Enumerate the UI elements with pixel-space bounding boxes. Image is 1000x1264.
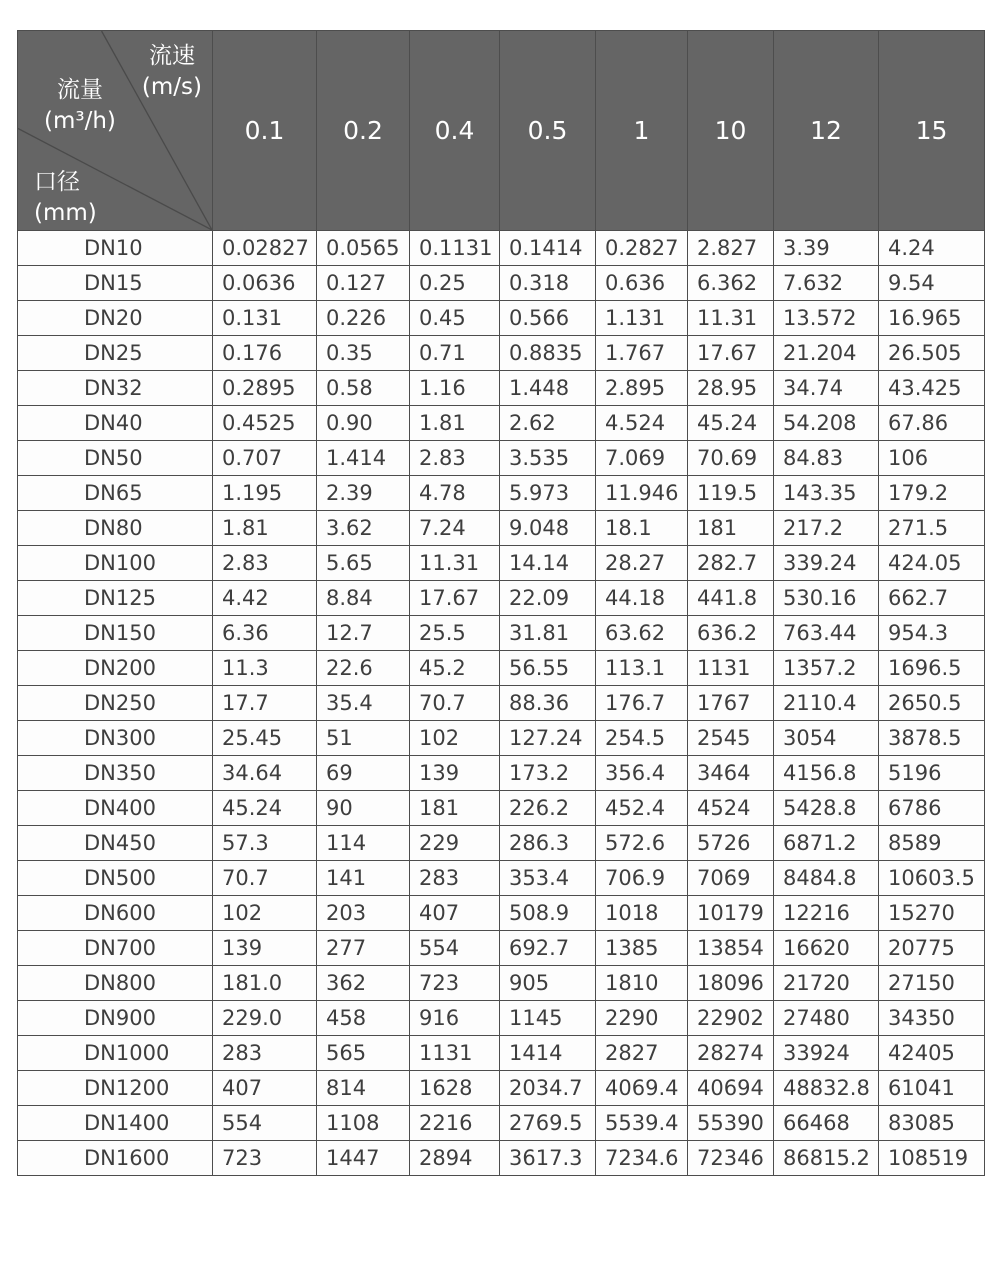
flow-value-cell: 1.195 [213, 476, 317, 511]
diameter-unit-text: (mm) [34, 200, 97, 226]
velocity-label-text: 流速 [148, 43, 195, 69]
flow-value-cell: 283 [410, 861, 500, 896]
diameter-row-label: DN32 [18, 371, 213, 406]
flow-value-cell: 530.16 [774, 581, 879, 616]
flow-value-cell: 0.176 [213, 336, 317, 371]
diameter-row-label: DN700 [18, 931, 213, 966]
flow-value-cell: 102 [213, 896, 317, 931]
flow-value-cell: 1628 [410, 1071, 500, 1106]
diameter-row-label: DN50 [18, 441, 213, 476]
flow-value-cell: 34.74 [774, 371, 879, 406]
flow-value-cell: 0.8835 [500, 336, 596, 371]
table-row [18, 266, 985, 301]
flow-value-cell: 229 [410, 826, 500, 861]
table-row [18, 546, 985, 581]
flow-value-cell: 0.2827 [596, 231, 688, 266]
flow-value-cell: 143.35 [774, 476, 879, 511]
flow-value-cell: 2034.7 [500, 1071, 596, 1106]
diameter-row-label: DN10 [18, 231, 213, 266]
diameter-row-label: DN200 [18, 651, 213, 686]
table-row [18, 756, 985, 791]
flow-value-cell: 14.14 [500, 546, 596, 581]
flow-value-cell: 2.39 [317, 476, 410, 511]
flow-value-cell: 176.7 [596, 686, 688, 721]
diameter-row-label: DN1400 [18, 1106, 213, 1141]
flow-value-cell: 5.65 [317, 546, 410, 581]
diameter-row-label: DN400 [18, 791, 213, 826]
flow-value-cell: 6.362 [688, 266, 774, 301]
flow-value-cell: 0.2895 [213, 371, 317, 406]
table-row [18, 1141, 985, 1176]
flow-value-cell: 28.95 [688, 371, 774, 406]
flow-value-cell: 7234.6 [596, 1141, 688, 1176]
table-row [18, 651, 985, 686]
flow-value-cell: 45.24 [213, 791, 317, 826]
table-row [18, 931, 985, 966]
flow-value-cell: 1.414 [317, 441, 410, 476]
flow-value-cell: 27480 [774, 1001, 879, 1036]
flow-value-cell: 127.24 [500, 721, 596, 756]
flow-value-cell: 1447 [317, 1141, 410, 1176]
flow-value-cell: 277 [317, 931, 410, 966]
flow-value-cell: 17.67 [688, 336, 774, 371]
flow-value-cell: 554 [410, 931, 500, 966]
table-row [18, 1001, 985, 1036]
flow-value-cell: 181.0 [213, 966, 317, 1001]
flow-value-cell: 2.83 [410, 441, 500, 476]
flow-value-cell: 48832.8 [774, 1071, 879, 1106]
flow-value-cell: 102 [410, 721, 500, 756]
flow-value-cell: 6786 [879, 791, 985, 826]
flow-value-cell: 763.44 [774, 616, 879, 651]
flow-value-cell: 508.9 [500, 896, 596, 931]
flow-value-cell: 0.707 [213, 441, 317, 476]
flow-value-cell: 0.90 [317, 406, 410, 441]
flow-value-cell: 0.35 [317, 336, 410, 371]
flow-value-cell: 54.208 [774, 406, 879, 441]
flow-value-cell: 254.5 [596, 721, 688, 756]
flow-value-cell: 15270 [879, 896, 985, 931]
flow-value-cell: 114 [317, 826, 410, 861]
diameter-row-label: DN350 [18, 756, 213, 791]
flow-value-cell: 2545 [688, 721, 774, 756]
flow-value-cell: 57.3 [213, 826, 317, 861]
flow-value-cell: 1.767 [596, 336, 688, 371]
flow-value-cell: 119.5 [688, 476, 774, 511]
flow-value-cell: 441.8 [688, 581, 774, 616]
flow-value-cell: 458 [317, 1001, 410, 1036]
velocity-column-header: 0.5 [500, 31, 596, 231]
flow-value-cell: 70.7 [410, 686, 500, 721]
flow-value-cell: 4.24 [879, 231, 985, 266]
flow-value-cell: 2650.5 [879, 686, 985, 721]
flow-value-cell: 7.24 [410, 511, 500, 546]
flow-value-cell: 282.7 [688, 546, 774, 581]
flow-value-cell: 203 [317, 896, 410, 931]
flow-value-cell: 56.55 [500, 651, 596, 686]
flow-value-cell: 139 [410, 756, 500, 791]
flow-value-cell: 723 [410, 966, 500, 1001]
flow-value-cell: 1.81 [213, 511, 317, 546]
flow-value-cell: 35.4 [317, 686, 410, 721]
flow-value-cell: 7.632 [774, 266, 879, 301]
flow-value-cell: 3054 [774, 721, 879, 756]
flow-value-cell: 6.36 [213, 616, 317, 651]
table-row [18, 896, 985, 931]
flow-value-cell: 34350 [879, 1001, 985, 1036]
table-row [18, 966, 985, 1001]
flow-value-cell: 10603.5 [879, 861, 985, 896]
flow-value-cell: 18.1 [596, 511, 688, 546]
flow-value-cell: 0.0636 [213, 266, 317, 301]
flow-value-cell: 1414 [500, 1036, 596, 1071]
flow-value-cell: 6871.2 [774, 826, 879, 861]
flow-value-cell: 916 [410, 1001, 500, 1036]
flow-value-cell: 28274 [688, 1036, 774, 1071]
flow-value-cell: 4.78 [410, 476, 500, 511]
flow-value-cell: 66468 [774, 1106, 879, 1141]
flow-value-cell: 2216 [410, 1106, 500, 1141]
flow-value-cell: 17.67 [410, 581, 500, 616]
flow-value-cell: 3.535 [500, 441, 596, 476]
flow-value-cell: 108519 [879, 1141, 985, 1176]
diameter-row-label: DN800 [18, 966, 213, 1001]
flow-value-cell: 61041 [879, 1071, 985, 1106]
table-row [18, 476, 985, 511]
flow-value-cell: 572.6 [596, 826, 688, 861]
flow-value-cell: 407 [213, 1071, 317, 1106]
flow-value-cell: 173.2 [500, 756, 596, 791]
flow-value-cell: 2.83 [213, 546, 317, 581]
flow-value-cell: 1.81 [410, 406, 500, 441]
flow-value-cell: 5196 [879, 756, 985, 791]
diameter-row-label: DN1200 [18, 1071, 213, 1106]
flow-value-cell: 5726 [688, 826, 774, 861]
table-row [18, 1071, 985, 1106]
flow-value-cell: 0.131 [213, 301, 317, 336]
flow-value-cell: 3.62 [317, 511, 410, 546]
flow-value-cell: 0.1131 [410, 231, 500, 266]
flow-value-cell: 181 [688, 511, 774, 546]
diameter-label-text: 口径 [34, 169, 80, 195]
table-row [18, 581, 985, 616]
flow-unit-text: (m³/h) [44, 108, 116, 134]
flow-value-cell: 8589 [879, 826, 985, 861]
flow-value-cell: 636.2 [688, 616, 774, 651]
flow-value-cell: 0.58 [317, 371, 410, 406]
flow-value-cell: 0.4525 [213, 406, 317, 441]
flow-value-cell: 3.39 [774, 231, 879, 266]
diameter-row-label: DN1000 [18, 1036, 213, 1071]
table-row [18, 721, 985, 756]
flow-value-cell: 11.946 [596, 476, 688, 511]
flow-value-cell: 10179 [688, 896, 774, 931]
flow-value-cell: 18096 [688, 966, 774, 1001]
flow-value-cell: 28.27 [596, 546, 688, 581]
velocity-column-header: 0.4 [410, 31, 500, 231]
flow-value-cell: 271.5 [879, 511, 985, 546]
flow-value-cell: 2894 [410, 1141, 500, 1176]
flow-value-cell: 1018 [596, 896, 688, 931]
diameter-row-label: DN450 [18, 826, 213, 861]
flow-value-cell: 229.0 [213, 1001, 317, 1036]
flow-value-cell: 1767 [688, 686, 774, 721]
flow-value-cell: 181 [410, 791, 500, 826]
flow-value-cell: 12.7 [317, 616, 410, 651]
flow-value-cell: 0.25 [410, 266, 500, 301]
flow-value-cell: 21.204 [774, 336, 879, 371]
diameter-row-label: DN900 [18, 1001, 213, 1036]
flow-value-cell: 662.7 [879, 581, 985, 616]
flow-value-cell: 356.4 [596, 756, 688, 791]
flow-axis-label [44, 75, 116, 137]
flow-value-cell: 286.3 [500, 826, 596, 861]
diameter-row-label: DN1600 [18, 1141, 213, 1176]
flow-value-cell: 0.127 [317, 266, 410, 301]
flow-value-cell: 4.524 [596, 406, 688, 441]
table-row [18, 1106, 985, 1141]
flow-value-cell: 217.2 [774, 511, 879, 546]
flow-value-cell: 723 [213, 1141, 317, 1176]
flow-value-cell: 8484.8 [774, 861, 879, 896]
flow-value-cell: 42405 [879, 1036, 985, 1071]
diameter-row-label: DN80 [18, 511, 213, 546]
flow-value-cell: 954.3 [879, 616, 985, 651]
flow-value-cell: 0.226 [317, 301, 410, 336]
flow-value-cell: 407 [410, 896, 500, 931]
flow-value-cell: 814 [317, 1071, 410, 1106]
table-row [18, 406, 985, 441]
flow-value-cell: 83085 [879, 1106, 985, 1141]
flow-value-cell: 1.448 [500, 371, 596, 406]
velocity-column-header: 0.1 [213, 31, 317, 231]
diameter-row-label: DN65 [18, 476, 213, 511]
flow-value-cell: 1145 [500, 1001, 596, 1036]
flow-value-cell: 13.572 [774, 301, 879, 336]
flow-value-cell: 179.2 [879, 476, 985, 511]
flow-value-cell: 1385 [596, 931, 688, 966]
flow-value-cell: 2827 [596, 1036, 688, 1071]
flow-value-cell: 141 [317, 861, 410, 896]
flow-value-cell: 362 [317, 966, 410, 1001]
flow-value-cell: 8.84 [317, 581, 410, 616]
flow-value-cell: 106 [879, 441, 985, 476]
flow-rate-table-container [17, 30, 984, 1176]
flow-value-cell: 283 [213, 1036, 317, 1071]
flow-value-cell: 86815.2 [774, 1141, 879, 1176]
flow-value-cell: 2.62 [500, 406, 596, 441]
velocity-column-header: 12 [774, 31, 879, 231]
flow-value-cell: 565 [317, 1036, 410, 1071]
flow-value-cell: 1810 [596, 966, 688, 1001]
corner-cell [18, 31, 213, 231]
flow-value-cell: 2.895 [596, 371, 688, 406]
table-row [18, 861, 985, 896]
table-row [18, 616, 985, 651]
flow-value-cell: 72346 [688, 1141, 774, 1176]
table-row [18, 231, 985, 266]
flow-value-cell: 11.3 [213, 651, 317, 686]
diameter-row-label: DN250 [18, 686, 213, 721]
flow-value-cell: 706.9 [596, 861, 688, 896]
flow-value-cell: 5.973 [500, 476, 596, 511]
flow-value-cell: 226.2 [500, 791, 596, 826]
flow-value-cell: 90 [317, 791, 410, 826]
diameter-row-label: DN25 [18, 336, 213, 371]
flow-value-cell: 43.425 [879, 371, 985, 406]
table-row [18, 826, 985, 861]
flow-value-cell: 5539.4 [596, 1106, 688, 1141]
flow-value-cell: 452.4 [596, 791, 688, 826]
flow-value-cell: 33924 [774, 1036, 879, 1071]
table-row [18, 791, 985, 826]
table-header [18, 31, 985, 231]
flow-value-cell: 55390 [688, 1106, 774, 1141]
velocity-column-header: 1 [596, 31, 688, 231]
flow-value-cell: 0.71 [410, 336, 500, 371]
table-row [18, 301, 985, 336]
flow-value-cell: 7.069 [596, 441, 688, 476]
flow-value-cell: 11.31 [410, 546, 500, 581]
flow-value-cell: 12216 [774, 896, 879, 931]
diameter-row-label: DN150 [18, 616, 213, 651]
header-row [18, 31, 985, 231]
flow-value-cell: 1.16 [410, 371, 500, 406]
flow-value-cell: 11.31 [688, 301, 774, 336]
table-body [18, 231, 985, 1176]
table-row [18, 1036, 985, 1071]
diameter-row-label: DN100 [18, 546, 213, 581]
flow-value-cell: 4156.8 [774, 756, 879, 791]
flow-value-cell: 3464 [688, 756, 774, 791]
flow-value-cell: 2769.5 [500, 1106, 596, 1141]
flow-value-cell: 34.64 [213, 756, 317, 791]
flow-value-cell: 22902 [688, 1001, 774, 1036]
table-row [18, 371, 985, 406]
flow-value-cell: 0.1414 [500, 231, 596, 266]
flow-value-cell: 0.636 [596, 266, 688, 301]
flow-value-cell: 0.45 [410, 301, 500, 336]
flow-value-cell: 3617.3 [500, 1141, 596, 1176]
flow-value-cell: 45.24 [688, 406, 774, 441]
flow-value-cell: 21720 [774, 966, 879, 1001]
flow-value-cell: 45.2 [410, 651, 500, 686]
diameter-row-label: DN300 [18, 721, 213, 756]
flow-value-cell: 67.86 [879, 406, 985, 441]
flow-value-cell: 4069.4 [596, 1071, 688, 1106]
diameter-row-label: DN40 [18, 406, 213, 441]
flow-value-cell: 2290 [596, 1001, 688, 1036]
flow-value-cell: 554 [213, 1106, 317, 1141]
flow-value-cell: 113.1 [596, 651, 688, 686]
flow-value-cell: 84.83 [774, 441, 879, 476]
flow-value-cell: 1108 [317, 1106, 410, 1141]
flow-value-cell: 339.24 [774, 546, 879, 581]
flow-value-cell: 26.505 [879, 336, 985, 371]
flow-value-cell: 69 [317, 756, 410, 791]
flow-value-cell: 139 [213, 931, 317, 966]
flow-value-cell: 0.318 [500, 266, 596, 301]
flow-value-cell: 63.62 [596, 616, 688, 651]
flow-value-cell: 13854 [688, 931, 774, 966]
flow-value-cell: 88.36 [500, 686, 596, 721]
flow-value-cell: 424.05 [879, 546, 985, 581]
flow-value-cell: 25.5 [410, 616, 500, 651]
flow-value-cell: 1131 [688, 651, 774, 686]
diameter-row-label: DN20 [18, 301, 213, 336]
flow-value-cell: 40694 [688, 1071, 774, 1106]
flow-value-cell: 0.02827 [213, 231, 317, 266]
diameter-row-label: DN125 [18, 581, 213, 616]
flow-value-cell: 44.18 [596, 581, 688, 616]
diameter-axis-label [34, 167, 97, 229]
velocity-column-header: 10 [688, 31, 774, 231]
flow-value-cell: 0.566 [500, 301, 596, 336]
flow-value-cell: 692.7 [500, 931, 596, 966]
velocity-column-header: 15 [879, 31, 985, 231]
flow-value-cell: 1131 [410, 1036, 500, 1071]
flow-label-text: 流量 [56, 77, 103, 103]
flow-value-cell: 31.81 [500, 616, 596, 651]
flow-value-cell: 353.4 [500, 861, 596, 896]
flow-value-cell: 3878.5 [879, 721, 985, 756]
table-row [18, 511, 985, 546]
flow-value-cell: 1696.5 [879, 651, 985, 686]
flow-value-cell: 25.45 [213, 721, 317, 756]
flow-value-cell: 22.6 [317, 651, 410, 686]
table-row [18, 441, 985, 476]
flow-value-cell: 4.42 [213, 581, 317, 616]
velocity-unit-text: (m/s) [141, 74, 202, 100]
velocity-axis-label [142, 41, 202, 103]
flow-value-cell: 7069 [688, 861, 774, 896]
flow-value-cell: 70.69 [688, 441, 774, 476]
flow-value-cell: 70.7 [213, 861, 317, 896]
diameter-row-label: DN15 [18, 266, 213, 301]
flow-value-cell: 4524 [688, 791, 774, 826]
flow-value-cell: 22.09 [500, 581, 596, 616]
table-row [18, 686, 985, 721]
flow-value-cell: 2110.4 [774, 686, 879, 721]
flow-value-cell: 17.7 [213, 686, 317, 721]
flow-value-cell: 905 [500, 966, 596, 1001]
flow-value-cell: 9.54 [879, 266, 985, 301]
flow-value-cell: 16620 [774, 931, 879, 966]
flow-value-cell: 9.048 [500, 511, 596, 546]
diameter-row-label: DN600 [18, 896, 213, 931]
flow-value-cell: 16.965 [879, 301, 985, 336]
flow-rate-table [17, 30, 985, 1176]
flow-value-cell: 5428.8 [774, 791, 879, 826]
flow-value-cell: 2.827 [688, 231, 774, 266]
flow-value-cell: 0.0565 [317, 231, 410, 266]
flow-value-cell: 20775 [879, 931, 985, 966]
flow-value-cell: 51 [317, 721, 410, 756]
flow-value-cell: 1357.2 [774, 651, 879, 686]
velocity-column-header: 0.2 [317, 31, 410, 231]
table-row [18, 336, 985, 371]
diameter-row-label: DN500 [18, 861, 213, 896]
flow-value-cell: 27150 [879, 966, 985, 1001]
flow-value-cell: 1.131 [596, 301, 688, 336]
